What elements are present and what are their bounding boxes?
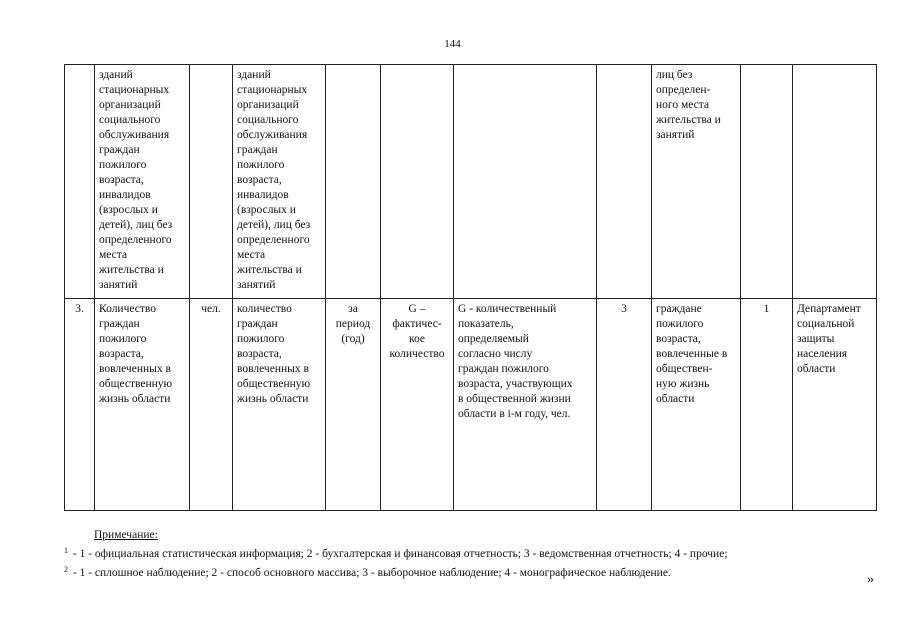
cell-text-line: в общественной жизни: [458, 393, 571, 405]
cell-text-line: области: [797, 363, 836, 375]
cell-text-line: детей), лиц без: [99, 219, 173, 231]
cell-source-method: 3: [597, 299, 652, 511]
cell-text-line: детей), лиц без: [237, 219, 311, 231]
page-number: 144: [444, 38, 461, 50]
cell-number: [65, 65, 95, 299]
cell-text-line: возраста,: [99, 348, 144, 360]
cell-text-line: обслуживания: [237, 129, 308, 141]
cell-text-line: общественную: [99, 378, 173, 390]
cell-text-line: фактичес-: [392, 318, 442, 330]
cell-source-method: [597, 65, 652, 299]
cell-text-line: Количество: [99, 303, 156, 315]
table-row-continuation: [65, 65, 877, 299]
cell-text-line: G - количественный: [458, 303, 557, 315]
cell-text-line: пожилого: [99, 333, 147, 345]
cell-text-line: инвалидов: [237, 189, 289, 201]
cell-text-line: (взрослых и: [99, 204, 158, 216]
cell-text-line: лиц без: [656, 69, 693, 81]
cell-text-line: возраста,: [99, 174, 144, 186]
note-2: [64, 562, 728, 581]
cell-text-line: жительства и: [237, 264, 302, 276]
cell-text-line: занятий: [237, 279, 276, 291]
cell-text-line: возраста,: [656, 333, 701, 345]
cell-text-line: защиты: [797, 333, 835, 345]
cell-text-line: определенного: [237, 234, 310, 246]
cell-text-line: пожилого: [656, 318, 704, 330]
cell-text-line: граждан: [99, 144, 140, 156]
cell-text-line: Департамент: [797, 303, 861, 315]
cell-method: [454, 65, 597, 299]
cell-text-line: пожилого: [237, 159, 285, 171]
cell-unit: чел.: [190, 299, 233, 511]
cell-responsible: [793, 65, 877, 299]
cell-periodicity: [326, 65, 381, 299]
cell-text-line: жительства и: [99, 264, 164, 276]
cell-text-line: области: [656, 393, 695, 405]
cell-text-line: определяемый: [458, 333, 529, 345]
notes-block: [64, 528, 728, 581]
closing-quote-mark: »: [867, 572, 874, 587]
cell-text-line: населения: [797, 348, 848, 360]
cell-text-line: места: [237, 249, 266, 261]
cell-text-line: ную жизнь: [656, 378, 710, 390]
cell-indicator-name: [95, 299, 190, 511]
cell-text-line: социального: [99, 114, 161, 126]
notes-title: Примечание:: [94, 529, 158, 541]
cell-observation-method: [741, 65, 793, 299]
cell-text-line: определенного: [99, 234, 172, 246]
cell-text-line: (год): [341, 333, 365, 345]
cell-text-line: показатель,: [458, 318, 514, 330]
cell-periodicity: [326, 299, 381, 511]
cell-text-line: стационарных: [99, 84, 170, 96]
cell-text-line: кое: [409, 333, 425, 345]
cell-base-indicators: [381, 299, 454, 511]
cell-definition: [233, 299, 326, 511]
cell-text-line: возраста,: [237, 174, 282, 186]
cell-text-line: за: [348, 303, 358, 315]
cell-text-line: области в i-м году, чел.: [458, 408, 571, 420]
cell-text-line: граждан пожилого: [458, 363, 549, 375]
cell-text-line: граждан: [99, 318, 140, 330]
note-1-marker: 1: [64, 546, 68, 555]
cell-text-line: инвалидов: [99, 189, 151, 201]
cell-base-indicators: [381, 65, 454, 299]
cell-text-line: возраста, участвующих: [458, 378, 573, 390]
cell-text-line: G –: [408, 303, 426, 315]
cell-text-line: занятий: [99, 279, 138, 291]
cell-text-line: согласно числу: [458, 348, 533, 360]
cell-text-line: вовлеченные в: [656, 348, 728, 360]
cell-definition: [233, 65, 326, 299]
cell-text-line: обслуживания: [99, 129, 170, 141]
table-row-3: [65, 299, 877, 511]
cell-text-line: обществен-: [656, 363, 713, 375]
cell-method: [454, 299, 597, 511]
cell-text-line: зданий: [237, 69, 271, 81]
cell-text-line: граждане: [656, 303, 702, 315]
cell-text-line: пожилого: [237, 333, 285, 345]
cell-text-line: вовлеченных в: [237, 363, 309, 375]
cell-text-line: граждан: [237, 144, 278, 156]
cell-text-line: граждан: [237, 318, 278, 330]
cell-text-line: социального: [237, 114, 299, 126]
cell-responsible: [793, 299, 877, 511]
note-1-text: - 1 - официальная статистическая информация; 2 - бухгалтерская и финансовая отчетность; 3 - ведомственная отчетность; 4 - прочие;: [70, 548, 728, 560]
cell-text-line: возраста,: [237, 348, 282, 360]
cell-text-line: зданий: [99, 69, 133, 81]
note-2-text: - 1 - сплошное наблюдение; 2 - способ основного массива; 3 - выборочное наблюдение; 4 - монографическое наблюдение.: [70, 567, 671, 579]
cell-text-line: жизнь области: [237, 393, 309, 405]
cell-text-line: организаций: [237, 99, 299, 111]
note-2-marker: 2: [64, 565, 68, 574]
cell-observation-method: 1: [741, 299, 793, 511]
indicator-table: [64, 64, 877, 511]
note-1: [64, 543, 728, 562]
cell-text-line: места: [99, 249, 128, 261]
cell-text-line: жительства и: [656, 114, 721, 126]
cell-text-line: вовлеченных в: [99, 363, 171, 375]
cell-text-line: жизнь области: [99, 393, 171, 405]
cell-number: 3.: [65, 299, 95, 511]
cell-indicator-name: [95, 65, 190, 299]
cell-text-line: количество: [389, 348, 445, 360]
cell-text-line: период: [335, 318, 371, 330]
cell-unit: [190, 65, 233, 299]
cell-population: [652, 65, 741, 299]
cell-text-line: социальной: [797, 318, 855, 330]
cell-text-line: занятий: [656, 129, 695, 141]
cell-text-line: ного места: [656, 99, 710, 111]
cell-text-line: определен-: [656, 84, 711, 96]
cell-text-line: количество: [237, 303, 292, 315]
cell-text-line: стационарных: [237, 84, 308, 96]
cell-population: [652, 299, 741, 511]
cell-text-line: организаций: [99, 99, 161, 111]
cell-text-line: пожилого: [99, 159, 147, 171]
cell-text-line: общественную: [237, 378, 311, 390]
cell-text-line: (взрослых и: [237, 204, 296, 216]
